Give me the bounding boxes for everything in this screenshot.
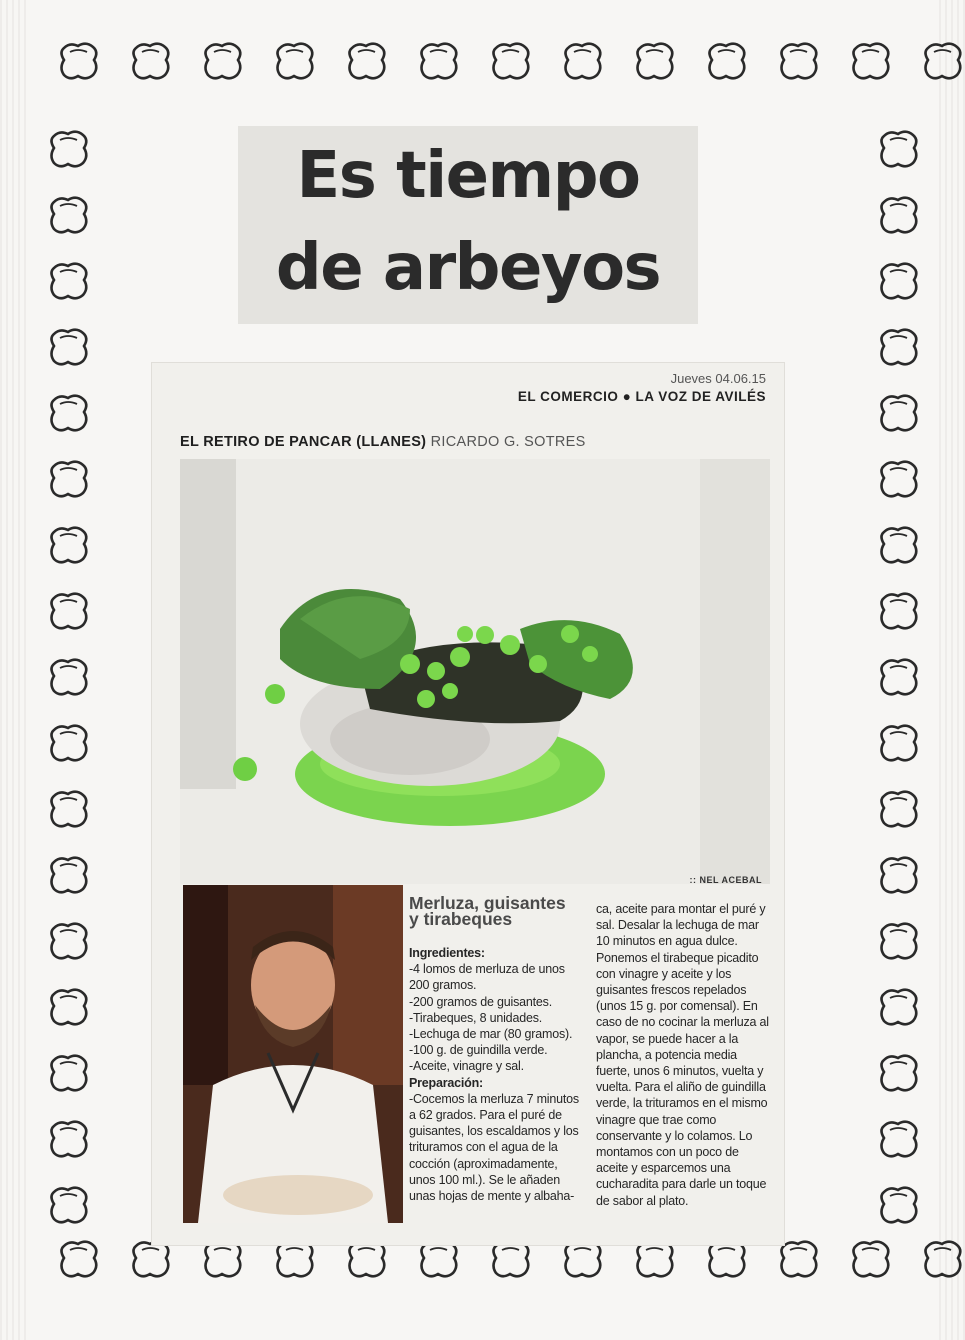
author-name: RICARDO G. SOTRES <box>430 434 586 450</box>
newspaper-names: EL COMERCIO ● LA VOZ DE AVILÉS <box>517 389 766 404</box>
border-stamp-icon <box>560 38 606 84</box>
border-stamp-icon <box>56 1236 102 1282</box>
headline-cutout <box>238 126 698 324</box>
border-stamp-icon <box>488 38 534 84</box>
border-stamp-icon <box>56 38 102 84</box>
border-stamp-icon <box>876 786 922 832</box>
border-stamp-icon <box>200 38 246 84</box>
border-stamp-icon <box>848 1236 894 1282</box>
border-stamp-icon <box>46 720 92 766</box>
headline-line-1: Es tiempo <box>296 139 640 213</box>
recipe-title <box>409 895 579 927</box>
recipe-column-1 <box>409 945 587 1204</box>
preparation-heading: Preparación: <box>409 1075 484 1090</box>
border-stamp-icon <box>46 390 92 436</box>
border-stamp-icon <box>876 258 922 304</box>
preparation-text-2: ca, aceite para montar el puré y sal. Desalar la lechuga de mar 10 minutos en agua dulce. Ponemos el tirabeque picadito con vinagre y aceite y los guisantes frescos repelados (unos 15 g. por comensal). En caso de no cocinar la merluza al vapor, se puede hacer a la plancha, a potencia media fuerte, unos 6 minutos, vuelta y vuelta. Para el aliño de guindilla verde, la trituramos en el mismo vinagre que trae como conservante y lo colamos. Lo montamos con un poco de aceite y esparcemos una cucharadita para darle un toque de sabor al plato. <box>596 902 769 1208</box>
border-stamp-icon <box>920 1236 965 1282</box>
border-stamp-icon <box>46 456 92 502</box>
photo-credit: :: NEL ACEBAL <box>689 875 762 885</box>
border-stamp-icon <box>46 522 92 568</box>
border-stamp-icon <box>46 588 92 634</box>
border-stamp-icon <box>46 1116 92 1162</box>
border-stamp-icon <box>876 984 922 1030</box>
border-stamp-icon <box>46 324 92 370</box>
border-stamp-icon <box>704 38 750 84</box>
border-stamp-icon <box>876 654 922 700</box>
border-stamp-icon <box>920 38 965 84</box>
border-stamp-icon <box>876 588 922 634</box>
border-stamp-icon <box>848 38 894 84</box>
border-stamp-icon <box>46 786 92 832</box>
ingredient-item: -Lechuga de mar (80 gramos). <box>409 1027 573 1042</box>
section-bar <box>180 429 770 455</box>
border-stamp-icon <box>876 1182 922 1228</box>
border-stamp-icon <box>876 522 922 568</box>
border-stamp-icon <box>128 38 174 84</box>
border-stamp-icon <box>344 38 390 84</box>
ingredient-item: -Aceite, vinagre y sal. <box>409 1059 524 1074</box>
border-stamp-icon <box>876 1050 922 1096</box>
ingredient-item: -200 gramos de guisantes. <box>409 994 553 1009</box>
border-stamp-icon <box>876 720 922 766</box>
border-stamp-icon <box>46 126 92 172</box>
border-stamp-icon <box>776 38 822 84</box>
border-stamp-icon <box>876 456 922 502</box>
restaurant-name: EL RETIRO DE PANCAR (LLANES) <box>180 434 427 450</box>
border-stamp-icon <box>632 38 678 84</box>
recipe-title-line-2: y tirabeques <box>409 909 513 929</box>
border-stamp-icon <box>272 38 318 84</box>
border-stamp-icon <box>876 1116 922 1162</box>
ingredient-item: -Tirabeques, 8 unidades. <box>409 1010 543 1025</box>
dish-photo <box>180 459 770 884</box>
ingredients-heading: Ingredientes: <box>409 946 485 960</box>
border-stamp-icon <box>46 1182 92 1228</box>
left-paper-edge <box>0 0 26 1340</box>
border-stamp-icon <box>46 192 92 238</box>
chef-portrait <box>183 885 403 1223</box>
right-paper-edge <box>939 0 965 1340</box>
border-stamp-icon <box>46 918 92 964</box>
border-stamp-icon <box>876 192 922 238</box>
border-stamp-icon <box>876 852 922 898</box>
recipe-title-line-1: Merluza, guisantes <box>409 893 566 913</box>
issue-date: Jueves 04.06.15 <box>670 371 766 386</box>
ingredient-item: -100 g. de guindilla verde. <box>409 1043 548 1058</box>
border-stamp-icon <box>876 324 922 370</box>
newspaper-clipping <box>152 363 784 1245</box>
border-stamp-icon <box>46 258 92 304</box>
recipe-column-2 <box>596 901 772 1209</box>
headline-line-2: de arbeyos <box>275 231 661 305</box>
border-stamp-icon <box>46 852 92 898</box>
border-stamp-icon <box>876 126 922 172</box>
ingredient-item: -4 lomos de merluza de unos 200 gramos. <box>409 962 565 993</box>
border-stamp-icon <box>876 390 922 436</box>
border-stamp-icon <box>416 38 462 84</box>
border-stamp-icon <box>46 1050 92 1096</box>
border-stamp-icon <box>46 984 92 1030</box>
preparation-text-1: -Cocemos la merluza 7 minutos a 62 grados. Para el puré de guisantes, los escaldamos y los trituramos con el agua de la cocción (aproximadamente, unos 100 ml.). Se le añaden unas hojas de mente y albaha- <box>409 1091 579 1204</box>
border-stamp-icon <box>46 654 92 700</box>
border-stamp-icon <box>876 918 922 964</box>
